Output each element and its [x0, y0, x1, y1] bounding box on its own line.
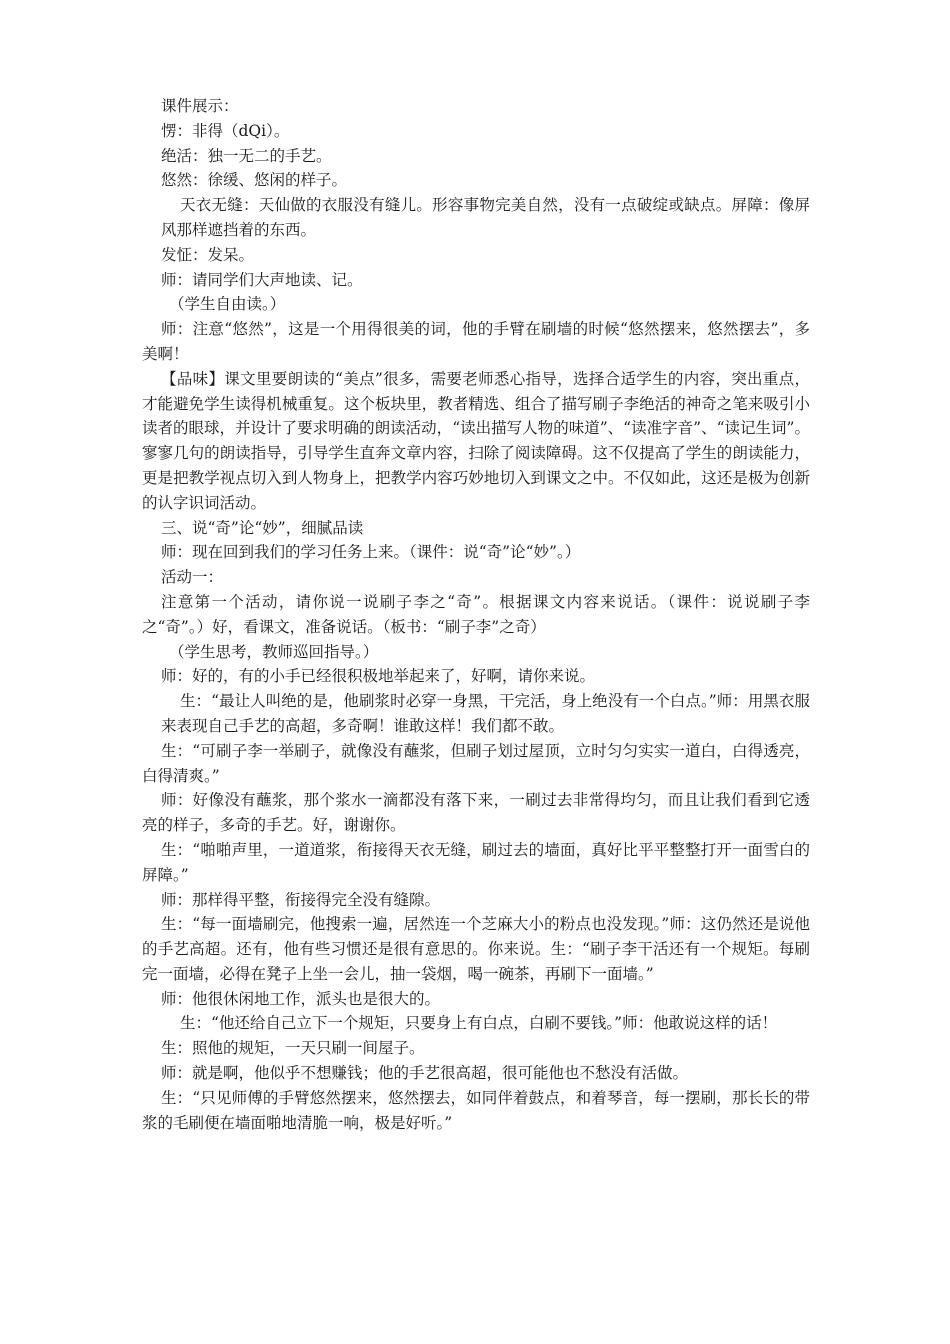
paragraph-student-one-room: 生：照他的规矩，一天只刷一间屋子。 — [161, 1039, 425, 1058]
paragraph-student-seamless: 生：“啪啪声里，一道道浆，衔接得天衣无缝，刷过去的墙面，真好比平平整整打开一面雪白的屏障。” — [142, 840, 810, 884]
document-body — [142, 94, 810, 1135]
paragraph-students-think: （学生思考，教师巡回指导。） — [169, 642, 379, 661]
paragraph-vocab-juehuo: 绝活：独一无二的手艺。 — [161, 146, 332, 165]
paragraph-courseware-heading: 课件展示： — [161, 97, 239, 115]
paragraph-student-rule: 生：“他还给自己立下一个规矩，只要身上有白点，白刷不要钱。”师：他敢说这样的话！ — [180, 1014, 778, 1033]
paragraph-vocab-leng: 愣：非得（dQi）。 — [161, 121, 290, 140]
paragraph-commentary: 【品味】课文里要朗读的“美点”很多，需要老师悉心指导，选择合适学生的内容，突出重点，才能避免学生读得机械重复。这个板块里，教者精选、组合了描写刷子李绝活的神奇之笔来吸引小读者的眼球，并设计了要求明确的朗读活动，“读出描写人物的味道”、“读准字音”、“读记生词”。寥寥几句的朗读指导，引导学生直奔文章内容，扫除了阅读障碍。这不仅提高了学生的朗读能力，更是把教学视点切入到人物身上，把教学内容巧妙地切入到课文之中。不仅如此，这还是极为创新的认字识词活动。 — [142, 369, 810, 512]
paragraph-teacher-youran: 师：注意“悠然”，这是一个用得很美的词，他的手臂在刷墙的时候“悠然摆来，悠然摆去”，多美啊！ — [142, 320, 810, 363]
section-heading-three: 三、说“奇”论“妙”，细腻品读 — [161, 518, 364, 537]
paragraph-vocab-tianyiwufeng: 天衣无缝：天仙做的衣服没有缝儿。形容事物完美自然，没有一点破绽或缺点。屏障：像屏风那样遮挡着的东西。 — [161, 196, 810, 239]
paragraph-teacher-invite: 师：好的，有的小手已经很积极地举起来了，好啊，请你来说。 — [161, 667, 596, 686]
paragraph-activity-one: 活动一： — [161, 568, 224, 587]
paragraph-vocab-fazheng: 发怔：发呆。 — [161, 245, 255, 264]
paragraph-students-read: （学生自由读。） — [169, 295, 286, 314]
paragraph-teacher-flat: 师：那样得平整，衔接得完全没有缝隙。 — [161, 890, 441, 909]
paragraph-vocab-youran: 悠然：徐缓、悠闲的样子。 — [161, 171, 348, 190]
paragraph-teacher-task: 师：现在回到我们的学习任务上来。（课件：说“奇”论“妙”。） — [161, 543, 581, 562]
paragraph-student-black: 生：“最让人叫绝的是，他刷浆时必穿一身黑，干完活，身上绝没有一个白点。”师：用黑衣服来表现自己手艺的高超，多奇啊！谁敢这样！我们都不敢。 — [161, 692, 810, 735]
paragraph-student-search: 生：“每一面墙刷完，他搜索一遍，居然连一个芝麻大小的粉点也没发现。”师：这仍然还是说他的手艺高超。还有，他有些习惯还是很有意思的。你来说。生：“刷子李干活还有一个规矩。每刷完一面墙，必得在凳子上坐一会儿，抽一袋烟，喝一碗茶，再刷下一面墙。” — [142, 915, 810, 983]
paragraph-activity-intro: 注意第一个活动，请你说一说刷子李之“奇”。根据课文内容来说话。（课件：说说刷子李之“奇”。）好，看课文，准备说话。（板书：“刷子李”之奇） — [142, 592, 810, 636]
paragraph-teacher-read: 师：请同学们大声地读、记。 — [161, 270, 363, 289]
paragraph-teacher-leisure: 师：他很休闲地工作，派头也是很大的。 — [161, 989, 441, 1008]
paragraph-teacher-money: 师：就是啊，他似乎不想赚钱；他的手艺很高超，很可能他也不愁没有活做。 — [161, 1064, 689, 1083]
paragraph-student-rhythm: 生：“只见师傅的手臂悠然摆来，悠然摆去，如同伴着鼓点，和着琴音，每一摆刷，那长长的带浆的毛刷便在墙面啪地清脆一响，极是好听。” — [142, 1088, 810, 1132]
paragraph-teacher-even: 师：好像没有蘸浆，那个浆水一滴都没有落下来，一刷过去非常得均匀，而且让我们看到它透亮的样子，多奇的手艺。好，谢谢你。 — [142, 791, 810, 835]
paragraph-student-brush: 生：“可刷子李一举刷子，就像没有蘸浆，但刷子划过屋顶，立时匀匀实实一道白，白得透亮，白得清爽。” — [142, 741, 810, 785]
